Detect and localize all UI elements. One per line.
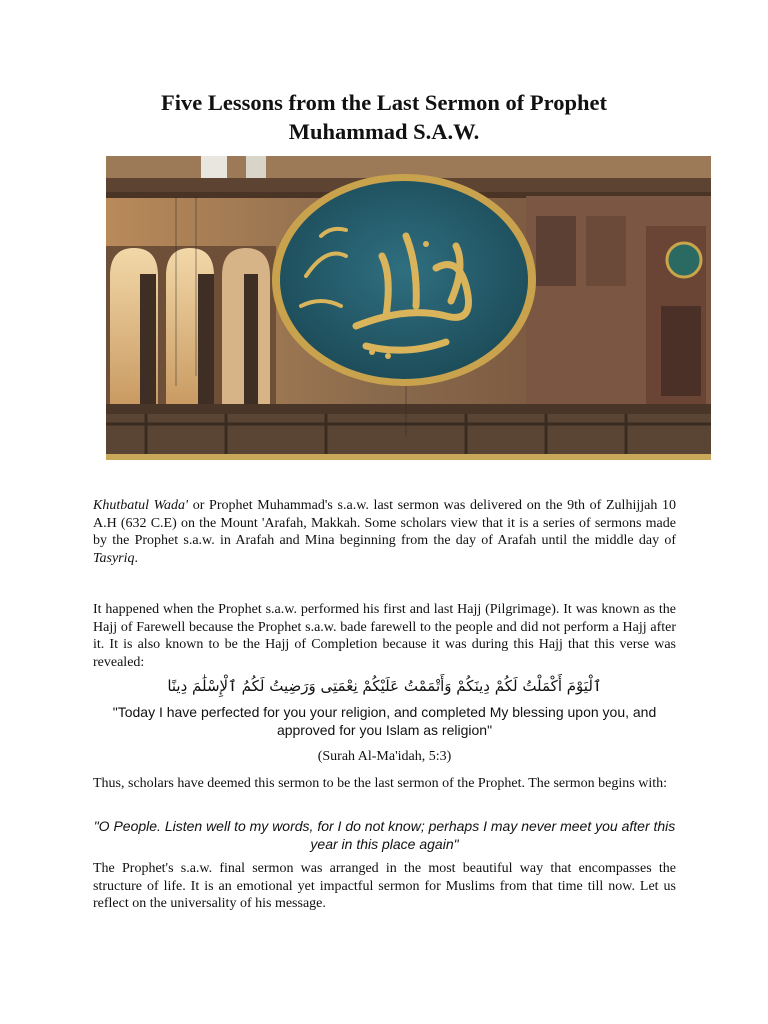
hajj-paragraph: It happened when the Prophet s.a.w. performed his first and last Hajj (Pilgrimage). It was known as the Hajj of Farewell because the Prophet s.a.w. bade farewell to the people and did not perform a Hajj after it. It is also known to be the Hajj of Completion because it was during this Hajj that this verse was revealed:	[93, 602, 676, 670]
sermon-intro-paragraph: Thus, scholars have deemed this sermon to be the last sermon of the Prophet. The sermon begins with:	[93, 776, 668, 791]
khutbatul-wada-term: Khutbatul Wada'	[93, 498, 189, 513]
intro-paragraph	[93, 497, 676, 567]
closing-paragraph: The Prophet's s.a.w. final sermon was arranged in the most beautiful way that encompasses the structure of life. It is an emotional yet impactful sermon for Muslims from that time till now. Let us reflect on the universality of his message.	[93, 861, 676, 912]
title-line-2: Muhammad S.A.W.	[288, 119, 480, 144]
verse-reference: (Surah Al-Ma'idah, 5:3)	[317, 749, 452, 764]
tasyriq-term: Tasyriq	[93, 550, 135, 566]
hagia-sophia-photo	[106, 156, 711, 460]
intro-text: or Prophet Muhammad's s.a.w. last sermon was delivered on the 9th of Zulhijjah 10 A.H (632 C.E) on the Mount 'Arafah, Makkah. Some scholars view that it is a series of sermons made by the Prophet s.a.w. in Arafah and Mina beginning from the day of Arafah until the middle day of	[93, 498, 676, 549]
sermon-quote: "O People. Listen well to my words, for I do not know; perhaps I may never meet you after this year in this place again"	[93, 818, 676, 852]
title-line-1: Five Lessons from the Last Sermon of Prophet	[160, 90, 607, 115]
arabic-verse: ٱلْيَوْمَ أَكْمَلْتُ لَكُمْ دِينَكُمْ وَأَتْمَمْتُ عَلَيْكُمْ نِعْمَتِى وَرَضِيتُ لَكُمُ ٱلْإِسْلَٰمَ دِينًا	[167, 677, 602, 695]
document-title	[92, 88, 676, 146]
intro-end: .	[134, 550, 139, 566]
verse-translation: "Today I have perfected for you your religion, and completed My blessing upon you, and approved for you Islam as religion"	[112, 704, 657, 738]
